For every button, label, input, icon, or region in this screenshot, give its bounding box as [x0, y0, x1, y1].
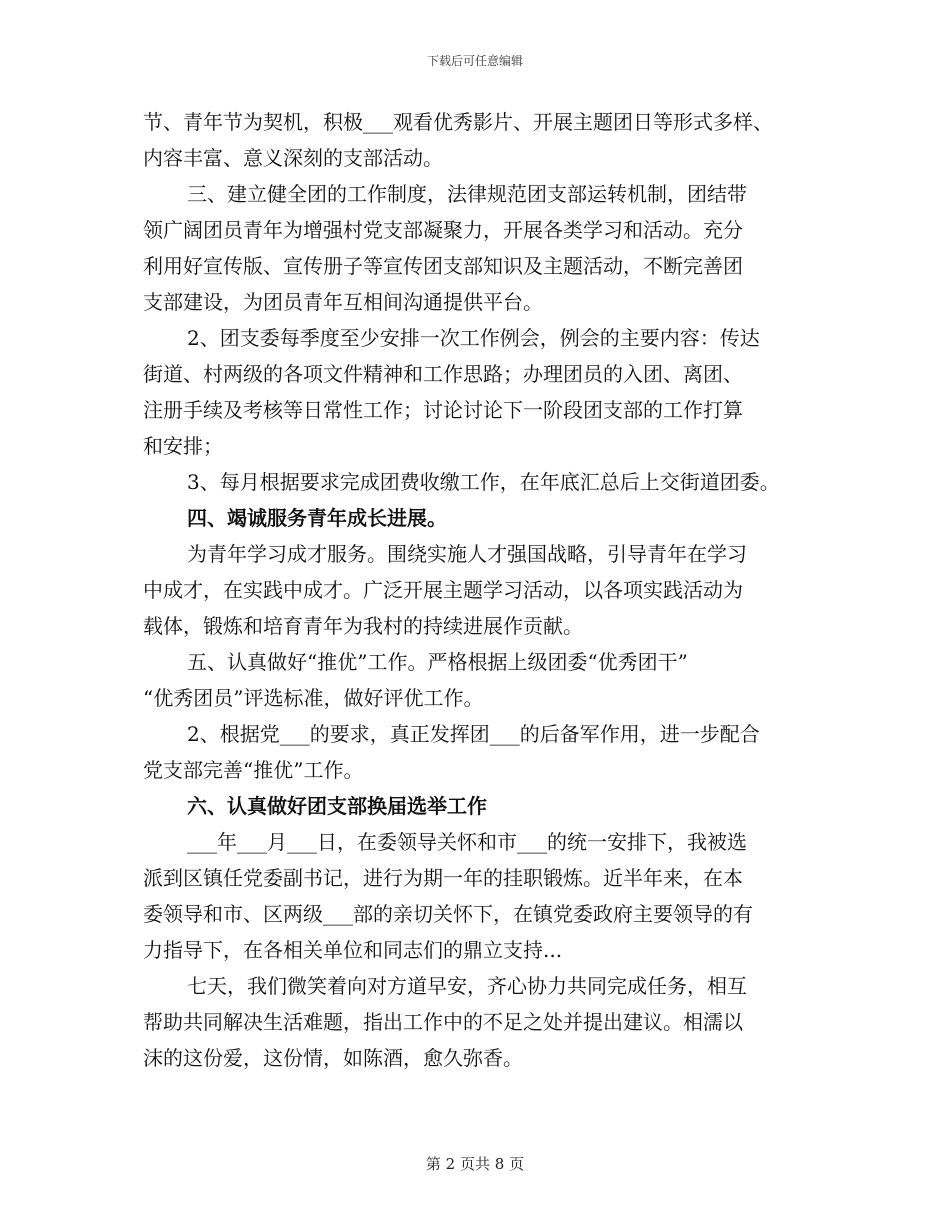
document-body — [143, 104, 843, 1076]
page-header: 下载后可任意编辑 — [426, 54, 523, 68]
text-line: 内容丰富、意义深刻的支部活动。 — [143, 146, 443, 170]
text-line: 帮助共同解决生活难题，指出工作中的不足之处并提出建议。相濡以 — [143, 1010, 743, 1034]
text-line: 节、青年节为契机，积极___观看优秀影片、开展主题团日等形式多样、 — [143, 110, 773, 134]
paragraph — [143, 968, 843, 1076]
text-line: 注册手续及考核等日常性工作；讨论讨论下一阶段团支部的工作打算 — [143, 398, 743, 422]
paragraph — [143, 464, 843, 500]
section-heading — [143, 500, 843, 536]
paragraph — [143, 536, 843, 644]
text-line: 3、每月根据要求完成团费收缴工作，在年底汇总后上交街道团委。 — [187, 470, 780, 494]
text-line: 支部建设，为团员青年互相间沟通提供平台。 — [143, 290, 543, 314]
text-line: 委领导和市、区两级___部的亲切关怀下，在镇党委政府主要领导的有 — [143, 902, 753, 926]
paragraph — [143, 104, 843, 176]
text-line: 五、认真做好“推优”工作。严格根据上级团委“优秀团干” — [187, 650, 688, 674]
paragraph — [143, 320, 843, 464]
text-line: “优秀团员”评选标准，做好评优工作。 — [143, 686, 484, 710]
text-line: 和安排； — [143, 434, 223, 458]
text-line: 四、竭诚服务青年成长进展。 — [187, 506, 447, 530]
text-line: 载体，锻炼和培育青年为我村的持续进展作贡献。 — [143, 614, 583, 638]
text-line: 三、建立健全团的工作制度，法律规范团支部运转机制，团结带 — [187, 182, 747, 206]
paragraph — [143, 176, 843, 320]
page-footer: 第 2 页共 8 页 — [425, 1155, 525, 1173]
text-line: 派到区镇任党委副书记，进行为期一年的挂职锻炼。近半年来，在本 — [143, 866, 743, 890]
text-line: 七天，我们微笑着向对方道早安，齐心协力共同完成任务，相互 — [187, 974, 747, 998]
text-line: 2、根据党___的要求，真正发挥团___的后备军作用，进一步配合 — [187, 722, 760, 746]
paragraph — [143, 824, 843, 968]
section-heading — [143, 788, 843, 824]
text-line: 为青年学习成才服务。围绕实施人才强国战略，引导青年在学习 — [187, 542, 747, 566]
text-line: 沫的这份爱，这份情，如陈酒，愈久弥香。 — [143, 1046, 523, 1070]
text-line: 2、团支委每季度至少安排一次工作例会，例会的主要内容：传达 — [187, 326, 760, 350]
text-line: 六、认真做好团支部换届选举工作 — [187, 794, 487, 818]
paragraph — [143, 644, 843, 716]
text-line: 力指导下，在各相关单位和同志们的鼎立支持... — [143, 938, 563, 962]
text-line: 街道、村两级的各项文件精神和工作思路；办理团员的入团、离团、 — [143, 362, 743, 386]
paragraph — [143, 716, 843, 788]
text-line: ___年___月___日，在委领导关怀和市___的统一安排下，我被选 — [187, 830, 747, 854]
text-line: 领广阔团员青年为增强村党支部凝聚力，开展各类学习和活动。充分 — [143, 218, 743, 242]
text-line: 党支部完善“推优”工作。 — [143, 758, 364, 782]
text-line: 利用好宣传版、宣传册子等宣传团支部知识及主题活动，不断完善团 — [143, 254, 743, 278]
text-line: 中成才，在实践中成才。广泛开展主题学习活动，以各项实践活动为 — [143, 578, 743, 602]
